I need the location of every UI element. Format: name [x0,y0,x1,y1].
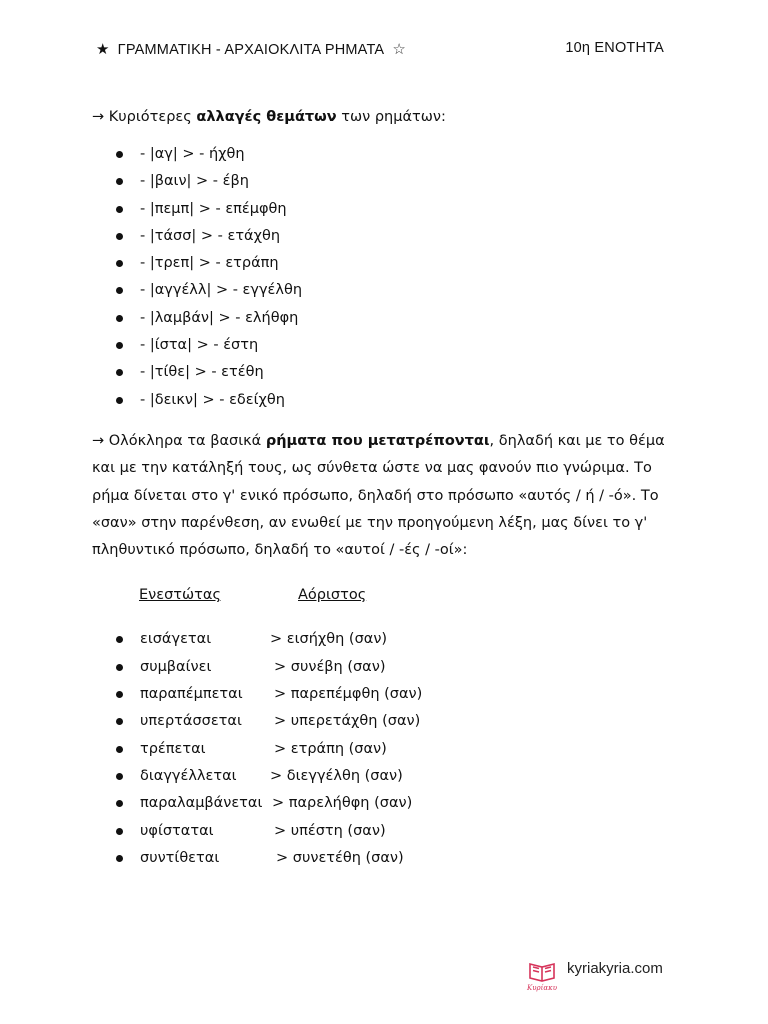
list-item: - |αγγέλλ| > - εγγέλθη [92,277,682,304]
book-logo-icon [522,958,562,992]
logo-text: Κυρίακυ [527,984,557,992]
aorist-form: > ετράπη (σαν) [274,740,387,757]
site-name: kyriakyria.com [567,960,663,977]
list-item: - |βαιν| > - έβη [92,168,682,195]
list-item [92,790,682,817]
aorist-form: > εισήχθη (σαν) [270,631,388,648]
bullet-icon [116,746,123,753]
bullet-icon [116,773,123,780]
present-form: εισάγεται [140,631,212,648]
bullet-icon [116,800,123,807]
list-item [92,818,682,845]
list-item: - |αγ| > - ήχθη [92,141,682,168]
present-form: παραλαμβάνεται [140,795,263,812]
aorist-form: > υπέστη (σαν) [274,822,386,839]
list-item: - |δεικν| > - εδείχθη [92,387,682,414]
stem-changes-intro: → Κυριότερες αλλαγές θεμάτων των ρημάτων: [92,109,446,125]
present-form: τρέπεται [140,740,206,757]
bullet-icon [116,315,123,322]
page-header [96,40,664,62]
header-title: ΓΡΑΜΜΑΤΙΚΗ - ΑΡΧΑΙΟΚΛΙΤΑ ΡΗΜΑΤΑ [117,42,385,58]
book-logo-stroke [530,964,554,981]
present-tense-header: Ενεστώτας [139,587,221,604]
arrow-icon: → [92,432,105,449]
outline-star-icon: ☆ [392,41,406,58]
list-item: - |τίθε| > - ετέθη [92,359,682,386]
aorist-form: > παρεπέμφθη (σαν) [274,686,423,703]
bullet-icon [116,828,123,835]
aorist-form: > διεγγέλθη (σαν) [270,767,403,784]
bullet-icon [116,342,123,349]
present-form: υφίσταται [140,822,214,839]
aorist-form: > συνετέθη (σαν) [276,849,404,866]
list-item [92,736,682,763]
intro-emphasis: αλλαγές θεμάτων [196,109,337,125]
present-form: παραπέμπεται [140,686,243,703]
paragraph-emphasis: ρήματα που μετατρέπονται [265,432,490,449]
unit-label: 10η ΕΝΟΤΗΤΑ [565,40,664,56]
bullet-icon [116,260,123,267]
compound-verbs-paragraph: → Ολόκληρα τα βασικά ρήματα που μετατρέπονται, δηλαδή και με το θέμα και με την κατάληξή τους, ως σύνθετα ώστε να μας φανούν πιο γνώριμα. Το ρήμα δίνεται στο γ' ενικό πρόσωπο, δηλαδή στο πρόσωπο «αυτός / ή / -ό». Το «σαν» στην παρένθεση, αν ενωθεί με την προηγούμενη λέξη, μας δίνει το γ' πληθυντικό πρόσωπο, δηλαδή το «αυτοί / -ές / -οί»: [92,432,665,559]
bullet-icon [116,636,123,643]
present-form: συμβαίνει [140,658,212,675]
page-content [92,104,682,872]
bullet-icon [116,151,123,158]
list-item [92,681,682,708]
list-item: - |πεμπ| > - επέμφθη [92,196,682,223]
bullet-icon [116,178,123,185]
list-item [92,708,682,735]
filled-star-icon: ★ [96,41,110,58]
stem-changes-list [92,141,682,414]
bullet-icon [116,369,123,376]
list-item [92,845,682,872]
aorist-form: > συνέβη (σαν) [274,658,386,675]
present-form: υπερτάσσεται [140,713,242,730]
list-item: - |λαμβάν| > - ελήθφη [92,305,682,332]
list-item [92,654,682,681]
page-footer [522,958,682,994]
verb-list [92,626,682,872]
bullet-icon [116,287,123,294]
list-item [92,763,682,790]
present-form: συντίθεται [140,849,220,866]
aorist-form: > παρελήθφη (σαν) [272,795,413,812]
list-item: - |ίστα| > - έστη [92,332,682,359]
list-item: - |τρεπ| > - ετράπη [92,250,682,277]
aorist-tense-header: Αόριστος [298,587,367,604]
bullet-icon [116,855,123,862]
bullet-icon [116,206,123,213]
list-item: - |τάσσ| > - ετάχθη [92,223,682,250]
bullet-icon [116,691,123,698]
bullet-icon [116,664,123,671]
bullet-icon [116,397,123,404]
arrow-icon: → [92,109,105,125]
aorist-form: > υπερετάχθη (σαν) [274,713,421,730]
bullet-icon [116,718,123,725]
list-item [92,626,682,653]
header-title-group [96,40,406,58]
column-headers [92,582,682,610]
present-form: διαγγέλλεται [140,767,237,784]
bullet-icon [116,233,123,240]
